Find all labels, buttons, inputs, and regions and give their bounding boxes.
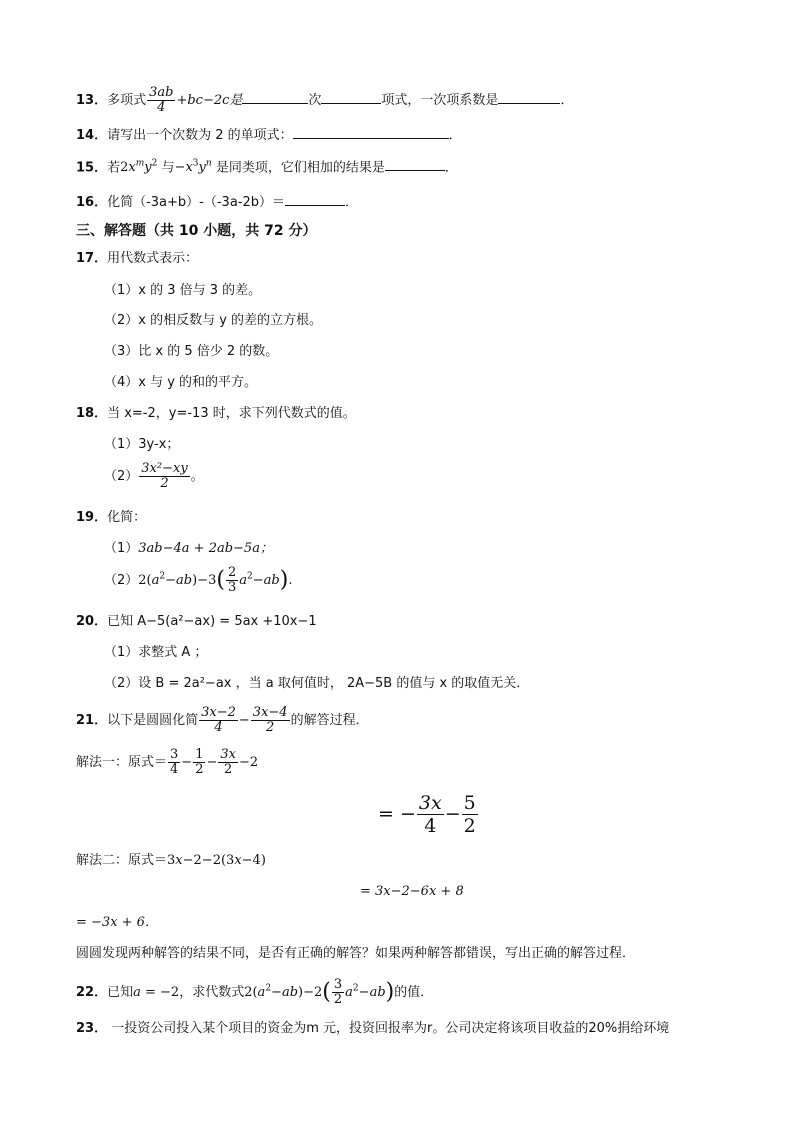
q22-number: 22． <box>76 985 108 1000</box>
question-21: 21．以下是圆圆化简 $\frac{3x-2}{4}$ − $\frac{3x-4}{2}$ 的解答过程． <box>76 705 369 735</box>
q20-text: 已知 A−5(a²−ax) = 5ax +10x−1 <box>107 614 317 629</box>
q13-t2: 项式，一次项系数是 <box>381 93 499 108</box>
q19-item-1 <box>104 540 273 558</box>
question-14 <box>76 125 462 145</box>
q21-f1-den: 4 <box>214 720 223 735</box>
q21-solution-2 <box>76 852 266 870</box>
q19-i2-label: （2） <box>104 573 139 588</box>
q18-frac-num: 3x²−xy <box>141 461 188 476</box>
q19-item-2 <box>104 566 292 595</box>
q19-text: 化简： <box>107 510 147 525</box>
q21-solution-1 <box>76 748 258 777</box>
q21-text: 以下是圆圆化简 <box>107 713 199 728</box>
q17-item: （4）x 与 y 的和的平方。 <box>104 375 258 390</box>
q21-frac-1 <box>199 706 238 735</box>
q18-i2-label: （2） <box>104 469 139 484</box>
q21-s2-label: 解法二：原式＝ <box>76 853 168 868</box>
q21-f2-num: 3x−4 <box>252 705 288 720</box>
question-23 <box>76 1020 669 1038</box>
question-15 <box>76 155 458 177</box>
q14-end: ． <box>448 128 462 143</box>
q21-s2-expr: 3x−2−2(3x−4) <box>167 853 266 868</box>
q18-fraction <box>139 462 189 491</box>
q17-item: （1）x 的 3 倍与 3 的差。 <box>104 283 262 298</box>
q17-item: （2）x 的相反数与 y 的差的立方根。 <box>104 313 323 328</box>
q16-number: 16． <box>76 195 108 210</box>
q21-end: 的解答过程． <box>290 713 369 728</box>
question-18 <box>76 405 356 423</box>
q16-end: ． <box>345 195 359 210</box>
q15-number: 15． <box>76 160 108 176</box>
question-17 <box>76 250 198 268</box>
answer-blank[interactable] <box>498 90 560 104</box>
q19-i1-expr: 3ab−4a + 2ab−5a； <box>138 541 273 556</box>
q18-frac-den: 2 <box>160 476 169 491</box>
q19-i2-expr: $2(a^2-ab)-3$( $\frac{2}{3}$ $a^2-ab$). <box>138 565 293 595</box>
q21-number: 21． <box>76 713 108 728</box>
question-19 <box>76 509 146 527</box>
q21-f2-den: 2 <box>266 720 275 735</box>
q21-frac-2 <box>251 706 290 735</box>
q18-text: 当 x=-2，y=-13 时，求下列代数式的值。 <box>107 406 356 421</box>
q13-frac-num: 3ab <box>149 85 174 100</box>
q13-fraction <box>147 86 175 115</box>
q14-text: 请写出一个次数为 2 的单项式： <box>107 128 293 143</box>
q13-end: ． <box>560 93 574 108</box>
question-16 <box>76 192 358 212</box>
q19-i1-label: （1） <box>104 541 139 556</box>
question-20 <box>76 613 317 631</box>
answer-blank[interactable] <box>321 90 381 104</box>
q18-item-1: （1）3y-x； <box>104 437 180 452</box>
q19-number: 19． <box>76 510 108 525</box>
q15-term2: $-x^3y^n$ <box>174 159 212 176</box>
q13-t1: 次 <box>308 93 322 108</box>
q15-pre: 若 <box>107 160 121 176</box>
q15-t2: 是同类项，它们相加的结果是 <box>215 160 385 176</box>
q22-text: 已知 <box>107 985 134 1000</box>
question-13 <box>76 86 573 115</box>
q13-number: 13． <box>76 93 108 108</box>
answer-blank[interactable] <box>293 125 449 139</box>
q13-prefix: 多项式 <box>107 93 147 108</box>
q22-expr: a = −2，求代数式$2(a^2-ab)-2$( $\frac{3}{2}$ $a^2-ab$) <box>133 977 395 1007</box>
q20-item-1: （1）求整式 A ； <box>104 645 208 660</box>
q13-mid: +bc−2c是 <box>176 93 243 108</box>
q16-text: 化简（-3a+b）-（-3a-2b）＝ <box>107 195 285 210</box>
q20-number: 20． <box>76 614 108 629</box>
q23-text: 一投资公司投入某个项目的资金为m 元，投资回报率为r。公司决定将该项目收益的20%捐给环境 <box>107 1021 670 1036</box>
q21-line-2: = 3x−2−6x + 8 <box>360 884 464 899</box>
question-22 <box>76 978 433 1007</box>
q21-f1-num: 3x−2 <box>201 705 236 720</box>
q13-frac-den: 4 <box>157 100 166 115</box>
q21-tail: 圆圆发现两种解答的结果不同，是否有正确的解答？如果两种解答都错误，写出正确的解答过程． <box>76 946 636 961</box>
q17-item: （3）比 x 的 5 倍少 2 的数。 <box>104 344 279 359</box>
q15-term1: $2x^my^2$ <box>120 159 158 176</box>
q21-solution-1-result: = − $\frac{3x}{4}$ − $\frac{5}{2}$ <box>378 792 476 837</box>
q17-text: 用代数式表示： <box>107 251 199 266</box>
q18-number: 18． <box>76 406 108 421</box>
q23-number: 23． <box>76 1021 108 1036</box>
section-heading: 三、解答题（共 10 小题，共 72 分） <box>76 223 317 239</box>
q14-number: 14． <box>76 128 108 143</box>
q21-line-3: = −3x + 6． <box>76 915 158 930</box>
q15-t1: 与 <box>161 160 175 176</box>
q20-item-2: （2）设 B = 2a²−ax ，当 a 取何值时， 2A−5B 的值与 x 的取值无关． <box>104 676 530 691</box>
q17-number: 17． <box>76 251 108 266</box>
q22-end: 的值． <box>394 985 434 1000</box>
answer-blank[interactable] <box>385 157 445 171</box>
q21-s1-expr: $\frac{3}{4}$ − $\frac{1}{2}$ − $\frac{3x}{2}$ −2 <box>170 747 259 777</box>
q15-end: ． <box>444 160 458 176</box>
q18-item-2 <box>104 462 204 491</box>
q21-s1-label: 解法一：原式＝ <box>76 755 168 770</box>
q18-i2-end: 。 <box>190 469 204 484</box>
answer-blank[interactable] <box>242 90 308 104</box>
answer-blank[interactable] <box>285 192 345 206</box>
